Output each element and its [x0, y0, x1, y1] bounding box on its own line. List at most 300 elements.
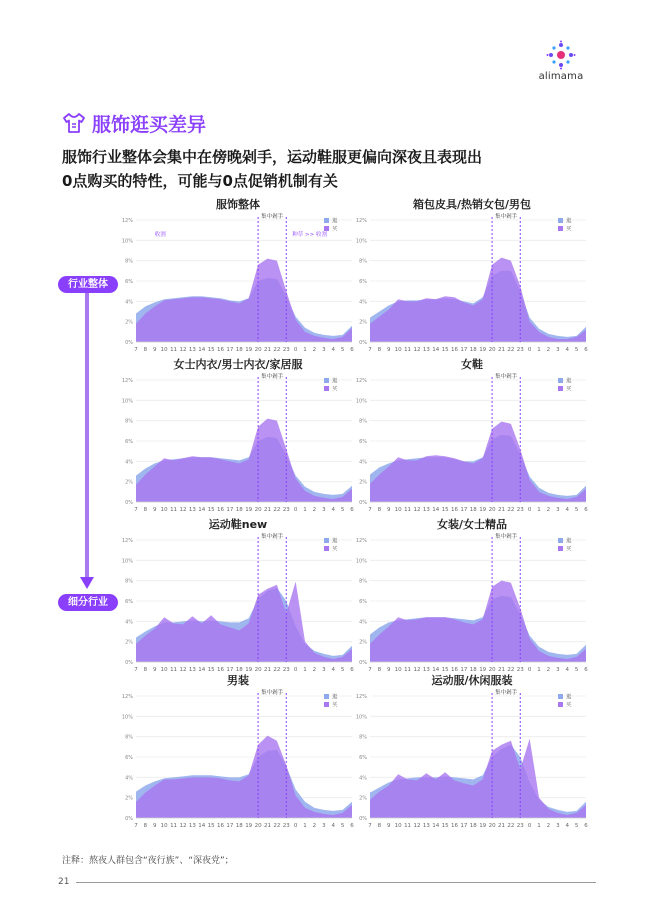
x-tick-label: 2 [312, 823, 317, 829]
x-tick-label: 15 [441, 347, 449, 353]
x-tick-label: 7 [134, 823, 138, 829]
y-tick-label: 0% [359, 660, 367, 666]
x-tick-label: 1 [537, 667, 541, 673]
x-tick-label: 18 [235, 507, 243, 513]
x-tick-label: 4 [565, 823, 569, 829]
x-tick-label: 4 [331, 823, 335, 829]
x-tick-label: 0 [293, 347, 298, 353]
x-tick-label: 0 [293, 507, 298, 513]
x-tick-label: 2 [312, 347, 317, 353]
x-tick-label: 9 [387, 347, 391, 353]
chart-title: 男装 [227, 674, 249, 687]
y-tick-label: 2% [359, 479, 367, 486]
x-tick-label: 14 [198, 823, 206, 829]
legend-swatch [324, 694, 329, 699]
chart-sports-shoes [118, 516, 358, 684]
y-tick-label: 4% [125, 775, 133, 782]
x-tick-label: 15 [441, 507, 449, 513]
x-tick-label: 21 [497, 507, 505, 513]
x-tick-label: 6 [350, 823, 354, 829]
chart-title: 女装/女士精品 [436, 518, 508, 531]
y-tick-label: 6% [359, 599, 367, 605]
x-tick-label: 4 [331, 347, 335, 353]
x-tick-label: 16 [451, 823, 459, 829]
legend-label: 买 [332, 386, 338, 393]
x-tick-label: 23 [516, 507, 524, 513]
x-tick-label: 17 [460, 347, 468, 353]
x-tick-label: 7 [134, 347, 138, 353]
legend-label: 逛 [566, 538, 572, 545]
legend-swatch [558, 546, 563, 551]
x-tick-label: 18 [235, 823, 243, 829]
x-tick-label: 5 [340, 667, 345, 673]
x-tick-label: 12 [179, 667, 187, 673]
y-tick-label: 6% [125, 279, 133, 285]
x-tick-label: 22 [507, 507, 515, 513]
y-tick-label: 0% [125, 660, 133, 666]
x-tick-label: 8 [377, 507, 382, 513]
x-tick-label: 13 [188, 823, 196, 829]
y-tick-label: 0% [359, 500, 367, 506]
chart-womens-shoes [352, 356, 592, 524]
legend-label: 买 [566, 226, 572, 233]
annotation-left: 收割 [154, 232, 166, 238]
chart-svg [352, 356, 592, 524]
x-tick-label: 11 [170, 823, 178, 829]
y-tick-label: 8% [125, 578, 133, 585]
x-tick-label: 23 [282, 347, 290, 353]
headline-line-1: 服饰行业整体会集中在傍晚剁手，运动鞋服更偏向深夜且表现出 [62, 148, 483, 166]
focus-marker-label: 集中剁手 [495, 374, 518, 380]
x-tick-label: 18 [469, 347, 477, 353]
x-tick-label: 5 [340, 823, 345, 829]
y-tick-label: 8% [359, 258, 367, 265]
x-tick-label: 15 [207, 667, 215, 673]
x-tick-label: 18 [235, 347, 243, 353]
x-tick-label: 1 [537, 507, 541, 513]
chart-svg [118, 516, 358, 684]
y-tick-label: 4% [125, 299, 133, 306]
legend-label: 逛 [332, 378, 338, 385]
x-tick-label: 22 [507, 347, 515, 353]
legend-label: 逛 [566, 378, 572, 385]
legend-label: 买 [566, 386, 572, 393]
section-title [62, 108, 206, 138]
x-tick-label: 14 [198, 507, 206, 513]
legend-swatch [324, 546, 329, 551]
y-tick-label: 4% [125, 619, 133, 626]
y-tick-label: 6% [125, 439, 133, 445]
x-tick-label: 2 [546, 347, 551, 353]
x-tick-label: 0 [293, 667, 298, 673]
x-tick-label: 0 [527, 667, 532, 673]
x-tick-label: 6 [584, 347, 588, 353]
x-tick-label: 21 [263, 667, 271, 673]
x-tick-label: 17 [460, 507, 468, 513]
x-tick-label: 1 [537, 823, 541, 829]
x-tick-label: 17 [226, 823, 234, 829]
chart-svg [118, 672, 358, 840]
chart-bags [352, 196, 592, 364]
x-tick-label: 11 [404, 667, 412, 673]
x-tick-label: 3 [556, 347, 560, 353]
alimama-logo [536, 40, 586, 82]
x-tick-label: 19 [479, 507, 487, 513]
x-tick-label: 19 [245, 347, 253, 353]
footnote: 注释：熬夜人群包含“夜行族”、“深夜党”； [62, 856, 234, 866]
x-tick-label: 15 [207, 507, 215, 513]
x-tick-label: 21 [263, 823, 271, 829]
alimama-logo-icon [546, 40, 576, 70]
x-tick-label: 21 [497, 823, 505, 829]
x-tick-label: 16 [451, 507, 459, 513]
x-tick-label: 1 [303, 507, 307, 513]
page-number: 21 [58, 877, 70, 887]
x-tick-label: 4 [331, 667, 335, 673]
x-tick-label: 17 [226, 667, 234, 673]
x-tick-label: 13 [422, 347, 430, 353]
x-tick-label: 5 [340, 507, 345, 513]
chart-svg [118, 356, 358, 524]
x-tick-label: 18 [469, 507, 477, 513]
x-tick-label: 14 [432, 823, 440, 829]
x-tick-label: 1 [303, 667, 307, 673]
x-tick-label: 16 [217, 823, 225, 829]
y-tick-label: 10% [355, 558, 367, 565]
x-tick-label: 19 [245, 667, 253, 673]
x-tick-label: 14 [198, 667, 206, 673]
logo-text: alimama [538, 71, 584, 82]
x-tick-label: 20 [488, 507, 496, 513]
legend-swatch [558, 538, 563, 543]
x-tick-label: 18 [469, 823, 477, 829]
x-tick-label: 9 [153, 667, 157, 673]
chart-apparel-overall [118, 196, 358, 364]
legend-label: 买 [566, 546, 572, 553]
x-tick-label: 6 [350, 667, 354, 673]
x-tick-label: 12 [179, 507, 187, 513]
x-tick-label: 22 [507, 823, 515, 829]
industry-overall-label: 行业整体 [58, 276, 118, 293]
x-tick-label: 0 [527, 347, 532, 353]
x-tick-label: 3 [556, 667, 560, 673]
focus-marker-label: 集中剁手 [261, 214, 284, 220]
x-tick-label: 2 [312, 667, 317, 673]
x-tick-label: 14 [198, 347, 206, 353]
x-tick-label: 8 [377, 823, 382, 829]
x-tick-label: 9 [387, 667, 391, 673]
x-tick-label: 12 [413, 823, 421, 829]
x-tick-label: 12 [413, 347, 421, 353]
x-tick-label: 4 [331, 507, 335, 513]
x-tick-label: 22 [507, 667, 515, 673]
x-tick-label: 15 [207, 823, 215, 829]
y-tick-label: 8% [125, 734, 133, 741]
legend-label: 买 [332, 546, 338, 553]
chart-underwear [118, 356, 358, 524]
x-tick-label: 2 [546, 667, 551, 673]
x-tick-label: 11 [404, 347, 412, 353]
legend-label: 买 [566, 702, 572, 709]
y-tick-label: 2% [125, 319, 133, 326]
x-tick-label: 7 [134, 507, 138, 513]
x-tick-label: 7 [134, 667, 138, 673]
x-tick-label: 20 [488, 347, 496, 353]
x-tick-label: 19 [245, 823, 253, 829]
x-tick-label: 17 [460, 823, 468, 829]
x-tick-label: 23 [516, 347, 524, 353]
y-tick-label: 2% [125, 795, 133, 802]
focus-marker-label: 集中剁手 [495, 534, 518, 540]
x-tick-label: 12 [413, 667, 421, 673]
y-tick-label: 10% [121, 238, 133, 245]
x-tick-label: 20 [254, 823, 262, 829]
annotation-right: 种草 >> 收割 [292, 232, 327, 238]
y-tick-label: 6% [125, 755, 133, 761]
x-tick-label: 9 [153, 507, 157, 513]
y-tick-label: 10% [355, 238, 367, 245]
sub-industry-label: 细分行业 [58, 594, 118, 611]
y-tick-label: 12% [355, 694, 367, 700]
x-tick-label: 22 [273, 667, 281, 673]
x-tick-label: 19 [245, 507, 253, 513]
x-tick-label: 15 [207, 347, 215, 353]
x-tick-label: 3 [322, 507, 326, 513]
x-tick-label: 4 [565, 347, 569, 353]
x-tick-label: 15 [441, 667, 449, 673]
x-tick-label: 4 [565, 667, 569, 673]
headline-line-2: 0点购买的特性，可能与0点促销机制有关 [62, 172, 338, 190]
x-tick-label: 8 [143, 347, 148, 353]
y-tick-label: 4% [359, 619, 367, 626]
x-tick-label: 13 [188, 667, 196, 673]
y-tick-label: 6% [125, 599, 133, 605]
legend-label: 逛 [332, 218, 338, 225]
x-tick-label: 23 [282, 667, 290, 673]
section-title-text: 服饰逛买差异 [92, 113, 207, 136]
x-tick-label: 6 [584, 823, 588, 829]
x-tick-label: 21 [497, 347, 505, 353]
x-tick-label: 6 [584, 507, 588, 513]
y-tick-label: 12% [121, 218, 133, 224]
y-tick-label: 2% [359, 319, 367, 326]
x-tick-label: 2 [546, 507, 551, 513]
x-tick-label: 11 [170, 507, 178, 513]
x-tick-label: 11 [170, 667, 178, 673]
x-tick-label: 20 [488, 667, 496, 673]
chart-title: 服饰整体 [216, 198, 260, 211]
legend-swatch [558, 694, 563, 699]
y-tick-label: 2% [359, 795, 367, 802]
x-tick-label: 17 [226, 507, 234, 513]
x-tick-label: 7 [368, 507, 372, 513]
x-tick-label: 2 [312, 507, 317, 513]
y-tick-label: 8% [359, 578, 367, 585]
legend-label: 逛 [566, 218, 572, 225]
y-tick-label: 12% [355, 218, 367, 224]
x-tick-label: 13 [188, 507, 196, 513]
legend-swatch [324, 378, 329, 383]
x-tick-label: 10 [160, 507, 168, 513]
y-tick-label: 0% [125, 340, 133, 346]
x-tick-label: 10 [160, 823, 168, 829]
x-tick-label: 19 [479, 823, 487, 829]
focus-marker-label: 集中剁手 [495, 690, 518, 696]
y-tick-label: 0% [125, 500, 133, 506]
x-tick-label: 9 [387, 507, 391, 513]
x-tick-label: 16 [451, 667, 459, 673]
x-tick-label: 7 [368, 667, 372, 673]
x-tick-label: 23 [516, 667, 524, 673]
x-tick-label: 23 [282, 507, 290, 513]
x-tick-label: 20 [254, 347, 262, 353]
legend-swatch [558, 226, 563, 231]
y-tick-label: 6% [359, 279, 367, 285]
x-tick-label: 4 [565, 507, 569, 513]
focus-marker-label: 集中剁手 [261, 690, 284, 696]
x-tick-label: 3 [556, 823, 560, 829]
x-tick-label: 17 [226, 347, 234, 353]
x-tick-label: 5 [574, 347, 579, 353]
y-tick-label: 0% [359, 816, 367, 822]
x-tick-label: 0 [293, 823, 298, 829]
x-tick-label: 18 [235, 667, 243, 673]
y-tick-label: 10% [355, 714, 367, 721]
down-arrow-icon [80, 293, 94, 593]
y-tick-label: 12% [121, 694, 133, 700]
x-tick-label: 10 [394, 823, 402, 829]
y-tick-label: 12% [355, 538, 367, 544]
y-tick-label: 10% [121, 714, 133, 721]
x-tick-label: 10 [160, 667, 168, 673]
x-tick-label: 16 [217, 507, 225, 513]
x-tick-label: 5 [574, 667, 579, 673]
chart-svg [118, 196, 358, 364]
x-tick-label: 13 [422, 507, 430, 513]
x-tick-label: 16 [217, 347, 225, 353]
x-tick-label: 8 [377, 667, 382, 673]
x-tick-label: 8 [143, 823, 148, 829]
legend-swatch [558, 702, 563, 707]
focus-marker-label: 集中剁手 [495, 214, 518, 220]
x-tick-label: 16 [217, 667, 225, 673]
x-tick-label: 3 [556, 507, 560, 513]
x-tick-label: 1 [303, 347, 307, 353]
legend-label: 逛 [332, 694, 338, 701]
x-tick-label: 8 [143, 507, 148, 513]
x-tick-label: 15 [441, 823, 449, 829]
x-tick-label: 10 [394, 667, 402, 673]
x-tick-label: 13 [422, 823, 430, 829]
y-tick-label: 8% [125, 418, 133, 425]
x-tick-label: 13 [422, 667, 430, 673]
x-tick-label: 10 [394, 507, 402, 513]
x-tick-label: 18 [469, 667, 477, 673]
chart-title: 箱包皮具/热销女包/男包 [412, 198, 532, 211]
y-tick-label: 4% [125, 459, 133, 466]
y-tick-label: 8% [125, 258, 133, 265]
x-tick-label: 23 [516, 823, 524, 829]
x-tick-label: 12 [413, 507, 421, 513]
chart-title: 女鞋 [461, 358, 483, 371]
area-series-buy [370, 258, 586, 342]
chart-title: 女士内衣/男士内衣/家居服 [173, 358, 303, 371]
legend-swatch [558, 218, 563, 223]
legend-swatch [324, 702, 329, 707]
legend-label: 逛 [332, 538, 338, 545]
x-tick-label: 19 [479, 667, 487, 673]
y-tick-label: 10% [121, 558, 133, 565]
x-tick-label: 8 [143, 667, 148, 673]
chart-title: 运动服/休闲服装 [431, 674, 513, 687]
x-tick-label: 7 [368, 823, 372, 829]
x-tick-label: 22 [273, 823, 281, 829]
x-tick-label: 20 [254, 507, 262, 513]
legend-swatch [558, 378, 563, 383]
x-tick-label: 9 [387, 823, 391, 829]
y-tick-label: 0% [359, 340, 367, 346]
chart-title: 运动鞋new [208, 518, 268, 531]
legend-swatch [558, 386, 563, 391]
y-tick-label: 2% [125, 479, 133, 486]
legend-label: 逛 [566, 694, 572, 701]
y-tick-label: 10% [355, 398, 367, 405]
chart-mens-wear [118, 672, 358, 840]
x-tick-label: 21 [497, 667, 505, 673]
chart-sportswear [352, 672, 592, 840]
y-tick-label: 12% [121, 378, 133, 384]
y-tick-label: 6% [359, 439, 367, 445]
footer-divider [76, 882, 596, 883]
x-tick-label: 17 [460, 667, 468, 673]
x-tick-label: 6 [584, 667, 588, 673]
y-tick-label: 10% [121, 398, 133, 405]
x-tick-label: 16 [451, 347, 459, 353]
y-tick-label: 8% [359, 734, 367, 741]
x-tick-label: 20 [254, 667, 262, 673]
x-tick-label: 9 [153, 823, 157, 829]
x-tick-label: 11 [404, 823, 412, 829]
x-tick-label: 1 [303, 823, 307, 829]
y-tick-label: 4% [359, 299, 367, 306]
y-tick-label: 12% [355, 378, 367, 384]
x-tick-label: 8 [377, 347, 382, 353]
x-tick-label: 0 [527, 823, 532, 829]
area-series-buy [370, 422, 586, 502]
x-tick-label: 7 [368, 347, 372, 353]
y-tick-label: 8% [359, 418, 367, 425]
chart-svg [352, 672, 592, 840]
legend-swatch [324, 218, 329, 223]
x-tick-label: 6 [350, 507, 354, 513]
shirt-icon [62, 112, 86, 134]
x-tick-label: 10 [160, 347, 168, 353]
x-tick-label: 2 [546, 823, 551, 829]
y-tick-label: 12% [121, 538, 133, 544]
focus-marker-label: 集中剁手 [261, 534, 284, 540]
x-tick-label: 0 [527, 507, 532, 513]
legend-swatch [324, 538, 329, 543]
x-tick-label: 10 [394, 347, 402, 353]
y-tick-label: 6% [359, 755, 367, 761]
legend-label: 买 [332, 702, 338, 709]
x-tick-label: 22 [273, 347, 281, 353]
x-tick-label: 5 [574, 507, 579, 513]
x-tick-label: 11 [404, 507, 412, 513]
y-tick-label: 4% [359, 459, 367, 466]
focus-marker-label: 集中剁手 [261, 374, 284, 380]
legend-swatch [324, 226, 329, 231]
